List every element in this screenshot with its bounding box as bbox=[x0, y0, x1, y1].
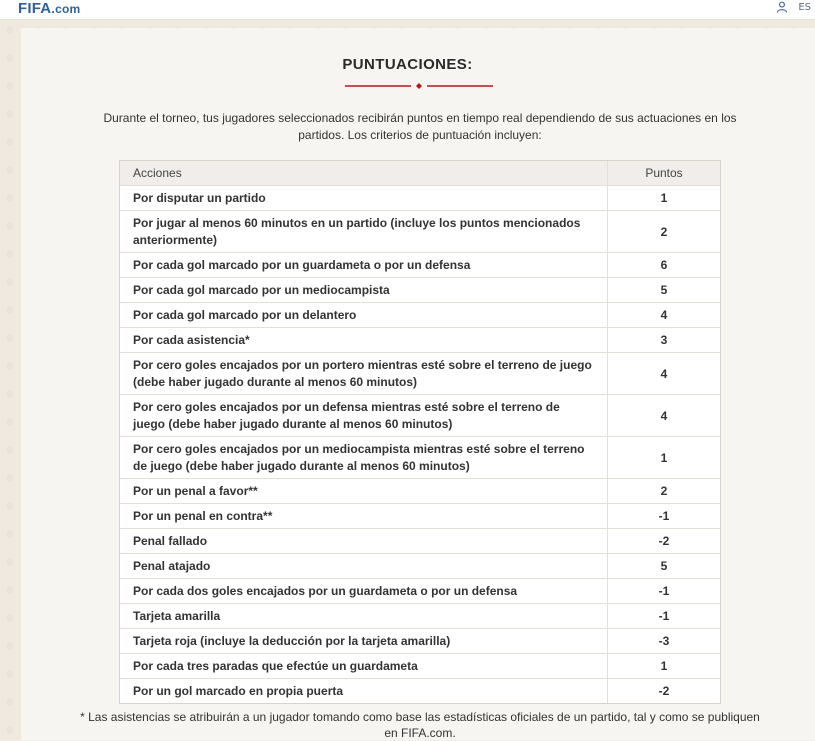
table-row bbox=[120, 353, 720, 395]
points-cell: -1 bbox=[607, 604, 720, 628]
action-cell: Por cero goles encajados por un defensa mientras esté sobre el terreno de juego (debe haber jugado durante al menos 60 minutos) bbox=[133, 399, 560, 431]
header-acciones: Acciones bbox=[120, 161, 607, 185]
points-cell: -1 bbox=[607, 579, 720, 603]
points-cell: 1 bbox=[607, 437, 720, 478]
points-cell: 5 bbox=[607, 554, 720, 578]
points-cell: 4 bbox=[607, 353, 720, 394]
points-cell: 1 bbox=[607, 186, 720, 210]
header-puntos: Puntos bbox=[607, 161, 720, 185]
points-cell: 5 bbox=[607, 278, 720, 302]
table-row bbox=[120, 437, 720, 479]
action-cell: Por jugar al menos 60 minutos en un partido (incluye los puntos mencionados anteriormente) bbox=[133, 215, 581, 247]
table-row bbox=[120, 395, 720, 437]
points-cell: -2 bbox=[607, 529, 720, 553]
points-cell: 2 bbox=[607, 211, 720, 252]
page-title: PUNTUACIONES: bbox=[342, 56, 473, 73]
logo-main: FIFA bbox=[18, 0, 52, 17]
table-row bbox=[120, 629, 720, 654]
user-icon[interactable] bbox=[776, 1, 788, 13]
table-row bbox=[120, 253, 720, 278]
footnote: * Las asistencias se atribuirán a un jugador tomando como base las estadísticas oficiales de un partido, tal y como se publiquen en FIFA.com. bbox=[80, 710, 760, 740]
logo-dot: . bbox=[51, 1, 56, 16]
action-cell: Por disputar un partido bbox=[133, 190, 266, 205]
table-row bbox=[120, 679, 720, 703]
action-cell: Penal fallado bbox=[133, 533, 208, 548]
action-cell: Por cada asistencia* bbox=[133, 332, 250, 347]
action-cell: Por cada gol marcado por un guardameta o por un defensa bbox=[133, 257, 471, 272]
table-row bbox=[120, 579, 720, 604]
table-row bbox=[120, 604, 720, 629]
points-cell: 4 bbox=[607, 303, 720, 327]
action-cell: Por un penal en contra** bbox=[133, 508, 273, 523]
table-row bbox=[120, 278, 720, 303]
points-cell: 2 bbox=[607, 479, 720, 503]
action-cell: Por cero goles encajados por un portero mientras esté sobre el terreno de juego (debe haber jugado durante al menos 60 minutos) bbox=[133, 357, 592, 389]
table-row bbox=[120, 654, 720, 679]
table-row bbox=[120, 186, 720, 211]
points-cell: 3 bbox=[607, 328, 720, 352]
table-row bbox=[120, 303, 720, 328]
top-right-controls bbox=[776, 1, 811, 13]
action-cell: Penal atajado bbox=[133, 558, 211, 573]
logo-com: com bbox=[55, 2, 81, 16]
table-row bbox=[120, 479, 720, 504]
action-cell: Tarjeta roja (incluye la deducción por la tarjeta amarilla) bbox=[133, 633, 451, 648]
action-cell: Por un gol marcado en propia puerta bbox=[133, 683, 344, 698]
points-cell: -3 bbox=[607, 629, 720, 653]
table-row bbox=[120, 211, 720, 253]
table-header-row bbox=[120, 161, 720, 186]
fifa-logo[interactable] bbox=[18, 0, 80, 18]
scoring-table bbox=[119, 160, 721, 704]
points-cell: 6 bbox=[607, 253, 720, 277]
action-cell: Tarjeta amarilla bbox=[133, 608, 221, 623]
points-cell: -2 bbox=[607, 679, 720, 703]
action-cell: Por cada gol marcado por un delantero bbox=[133, 307, 357, 322]
action-cell: Por cero goles encajados por un mediocampista mientras esté sobre el terreno de juego (debe haber jugado durante al menos 60 minutos) bbox=[133, 441, 585, 473]
language-selector[interactable]: ES bbox=[798, 1, 811, 13]
table-row bbox=[120, 328, 720, 353]
points-cell: -1 bbox=[607, 504, 720, 528]
table-row bbox=[120, 504, 720, 529]
intro-text: Durante el torneo, tus jugadores seleccionados recibirán puntos en tiempo real dependiendo de sus actuaciones en los partidos. Los criterios de puntuación incluyen: bbox=[103, 111, 737, 142]
top-bar bbox=[0, 0, 815, 20]
points-cell: 4 bbox=[607, 395, 720, 436]
title-divider bbox=[345, 83, 493, 89]
action-cell: Por cada tres paradas que efectúe un guardameta bbox=[133, 658, 418, 673]
table-row bbox=[120, 529, 720, 554]
table-row bbox=[120, 554, 720, 579]
action-cell: Por un penal a favor** bbox=[133, 483, 258, 498]
action-cell: Por cada dos goles encajados por un guardameta o por un defensa bbox=[133, 583, 518, 598]
points-cell: 1 bbox=[607, 654, 720, 678]
action-cell: Por cada gol marcado por un mediocampista bbox=[133, 282, 390, 297]
